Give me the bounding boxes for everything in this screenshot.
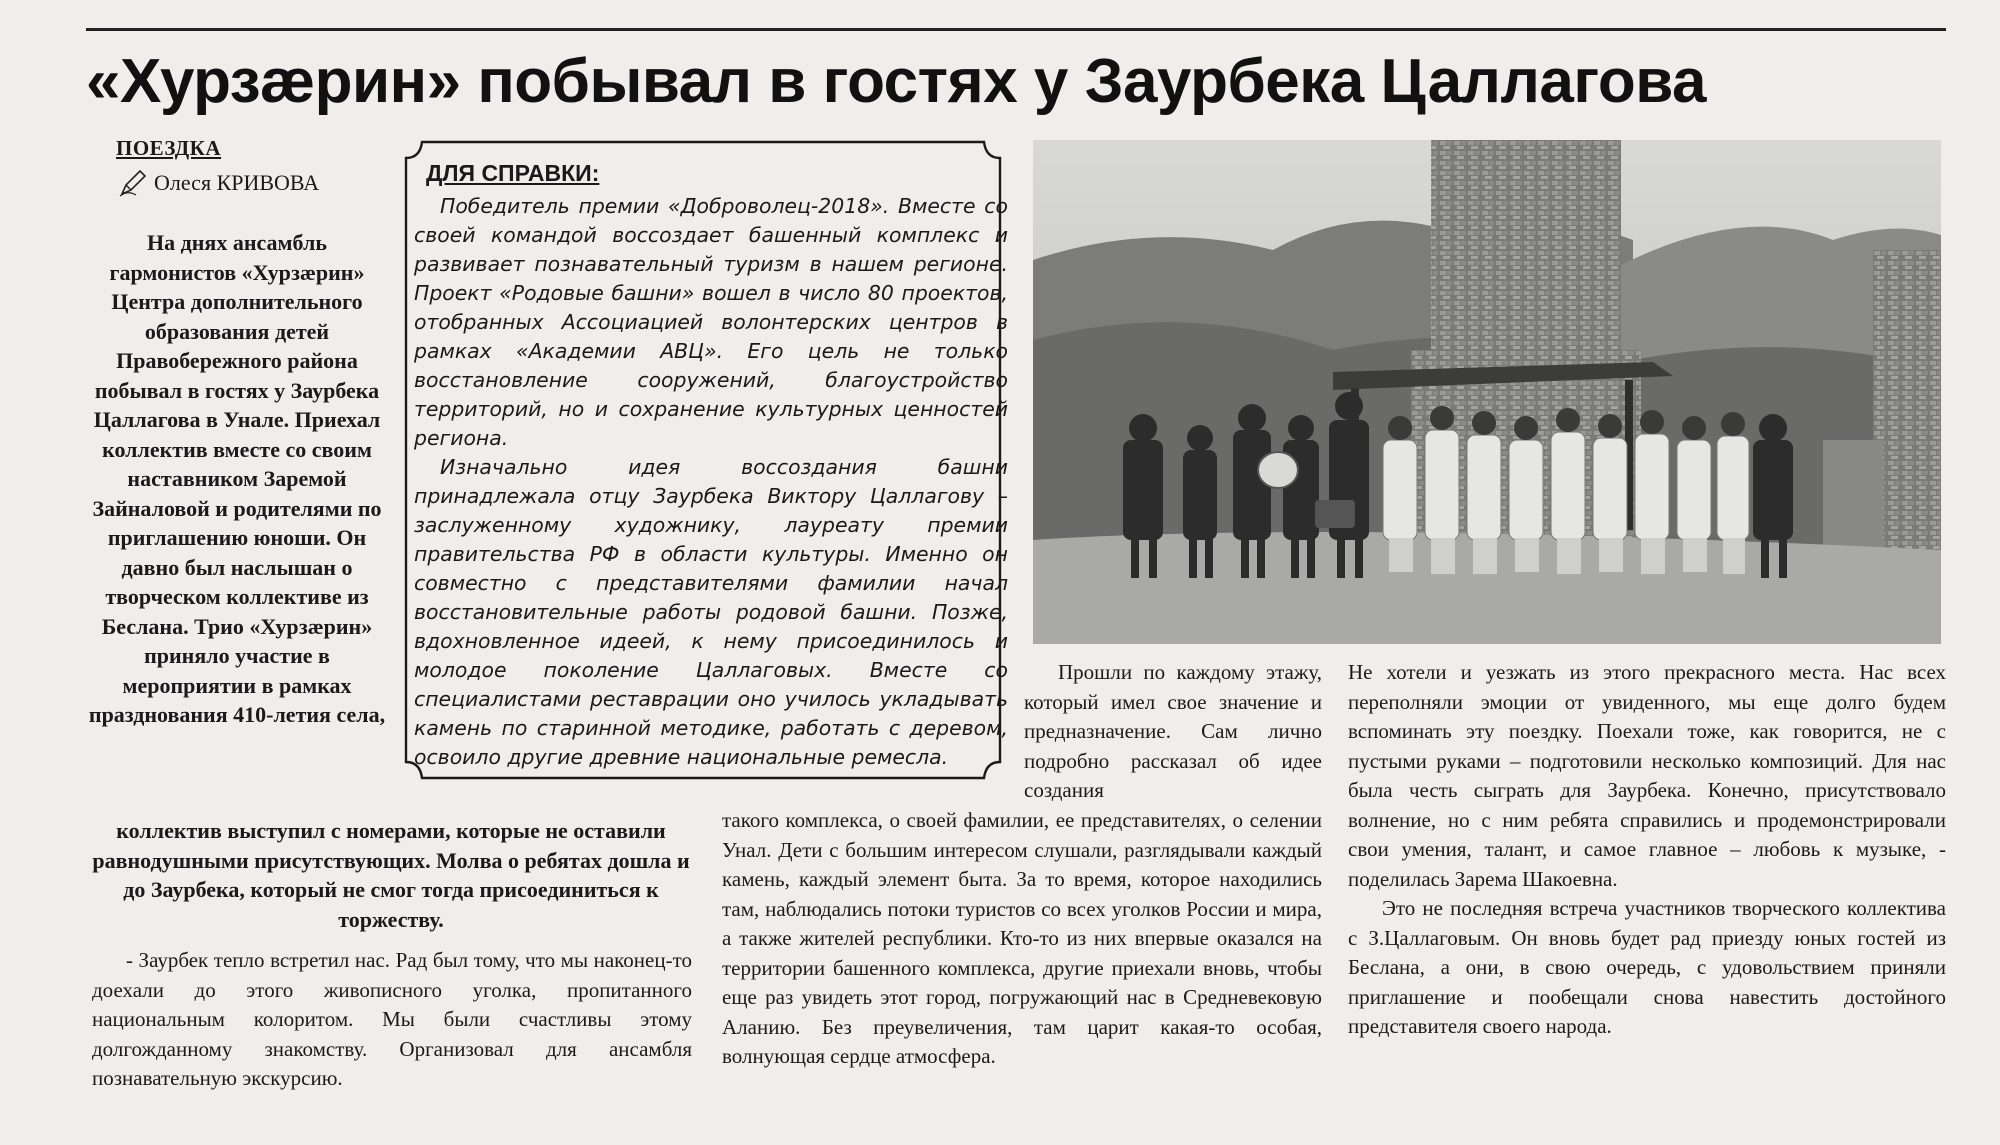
rubric-label: ПОЕЗДКА — [116, 136, 222, 160]
column-2-paragraph-top: Прошли по каждому этажу, который имел свое значение и предназначение. Сам лично подробно рассказал об идее создания — [1024, 660, 1322, 802]
info-box-text — [414, 160, 1008, 772]
group-photo-tower-icon — [1033, 140, 1941, 644]
group-photo — [1033, 140, 1941, 644]
column-2-paragraph-bottom: такого комплекса, о своей фамилии, ее представителях, о селении Унал. Дети с большим интересом слушали, разглядывали каждый камень, каждый элемент быта. За то время, которое находились там, наблюдались потоки туристов со всех уголков России и мира, а также жителей республики. Кто-то из них впервые оказался на территории башенного комплекса, другие приехали вновь, чтобы еще раз увидеть этот город, погружающий нас в Средневековую Аланию. Без преувеличения, там царит какая-то особая, волнующая сердце атмосфера. — [722, 808, 1322, 1068]
top-rule — [86, 28, 1946, 31]
info-box — [400, 136, 1006, 784]
column-3 — [1348, 658, 1946, 1042]
info-box-paragraph-1: Победитель премии «Доброволец-2018». Вместе со своей командой воссоздает башенный комплекс и развивает познавательный туризм в нашем регионе. Проект «Родовые башни» вошел в число 80 проектов, отобранных Ассоциацией волонтерских центров в рамках «Академии АВЦ». Его цель не только восстановление сооружений, благоустройство территорий, но и сохранение культурных ценностей региона. — [414, 194, 1008, 450]
column-1-paragraph: - Заурбек тепло встретил нас. Рад был тому, что мы наконец-то доехали до этого живописного уголка, пропитанного национальным колоритом. Мы были счастливы этому долгожданному знакомству. Организовал для ансамбля познавательную экскурсию. — [92, 948, 692, 1090]
lead-paragraph: На днях ансамбль гармонистов «Хурзæрин» Центра дополнительного образования детей Правобережного района побывал в гостях у Заурбека Цаллагова в Унале. Приехал коллектив вместе со своим наставником Заремой Зайналовой и родителями по приглашению юноши. Он давно был наслышан о творческом коллективе из Беслана. Трио «Хурзæрин» приняло участие в мероприятии в рамках празднования 410-летия села, — [88, 230, 386, 727]
column-3-paragraph-1: Не хотели и уезжать из этого прекрасного места. Нас всех переполняли эмоции от увиденного, мы еще долго будем вспоминать эту поездку. Поехали тоже, как говорится, не с пустыми руками – подготовили несколько композиций. Для нас была честь сыграть для Заурбека. Конечно, присутствовало волнение, но с ним ребята справились и продемонстрировали свои умения, талант, и самое главное – любовь к музыке, - поделилась Зарема Шакоевна. — [1348, 660, 1946, 891]
author-name: Олеся КРИВОВА — [154, 170, 320, 195]
column-3-paragraph-2: Это не последняя встреча участников творческого коллектива с З.Цаллаговым. Он вновь будет рад приезду юных гостей из Беслана, а они, в свою очередь, с удовольствием приняли приглашение и пообещали снова навестить достойного представителя своего народа. — [1348, 896, 1946, 1038]
column-2-top — [1024, 658, 1322, 806]
info-box-title: ДЛЯ СПРАВКИ: — [426, 160, 600, 186]
lead-paragraph-continued: коллектив выступил с номерами, которые не оставили равнодушными присутствующих. Молва о ребятах дошла и до Заурбека, который не смог тогда присоединиться к торжеству. — [92, 818, 690, 932]
column-2-bottom — [722, 806, 1322, 1072]
author-line — [118, 168, 319, 198]
column-1-body — [92, 946, 692, 1094]
info-box-paragraph-2: Изначально идея воссоздания башни принадлежала отцу Заурбека Виктору Цаллагову – заслуженному художнику, лауреату премии правительства РФ в области культуры. Именно он совместно с представителями фамилии начал восстановительные работы родовой башни. Позже, вдохновленное идеей, к нему присоединилось и молодое поколение Цаллаговых. Вместе со специалистами реставрации оно училось укладывать камень по старинной методике, работать с деревом, освоило другие древние национальные ремесла. — [414, 455, 1008, 769]
bleed-through-text — [86, 0, 1946, 26]
article-headline: «Хурзæрин» побывал в гостях у Заурбека Цаллагова — [86, 47, 1706, 116]
pen-icon — [118, 168, 148, 198]
